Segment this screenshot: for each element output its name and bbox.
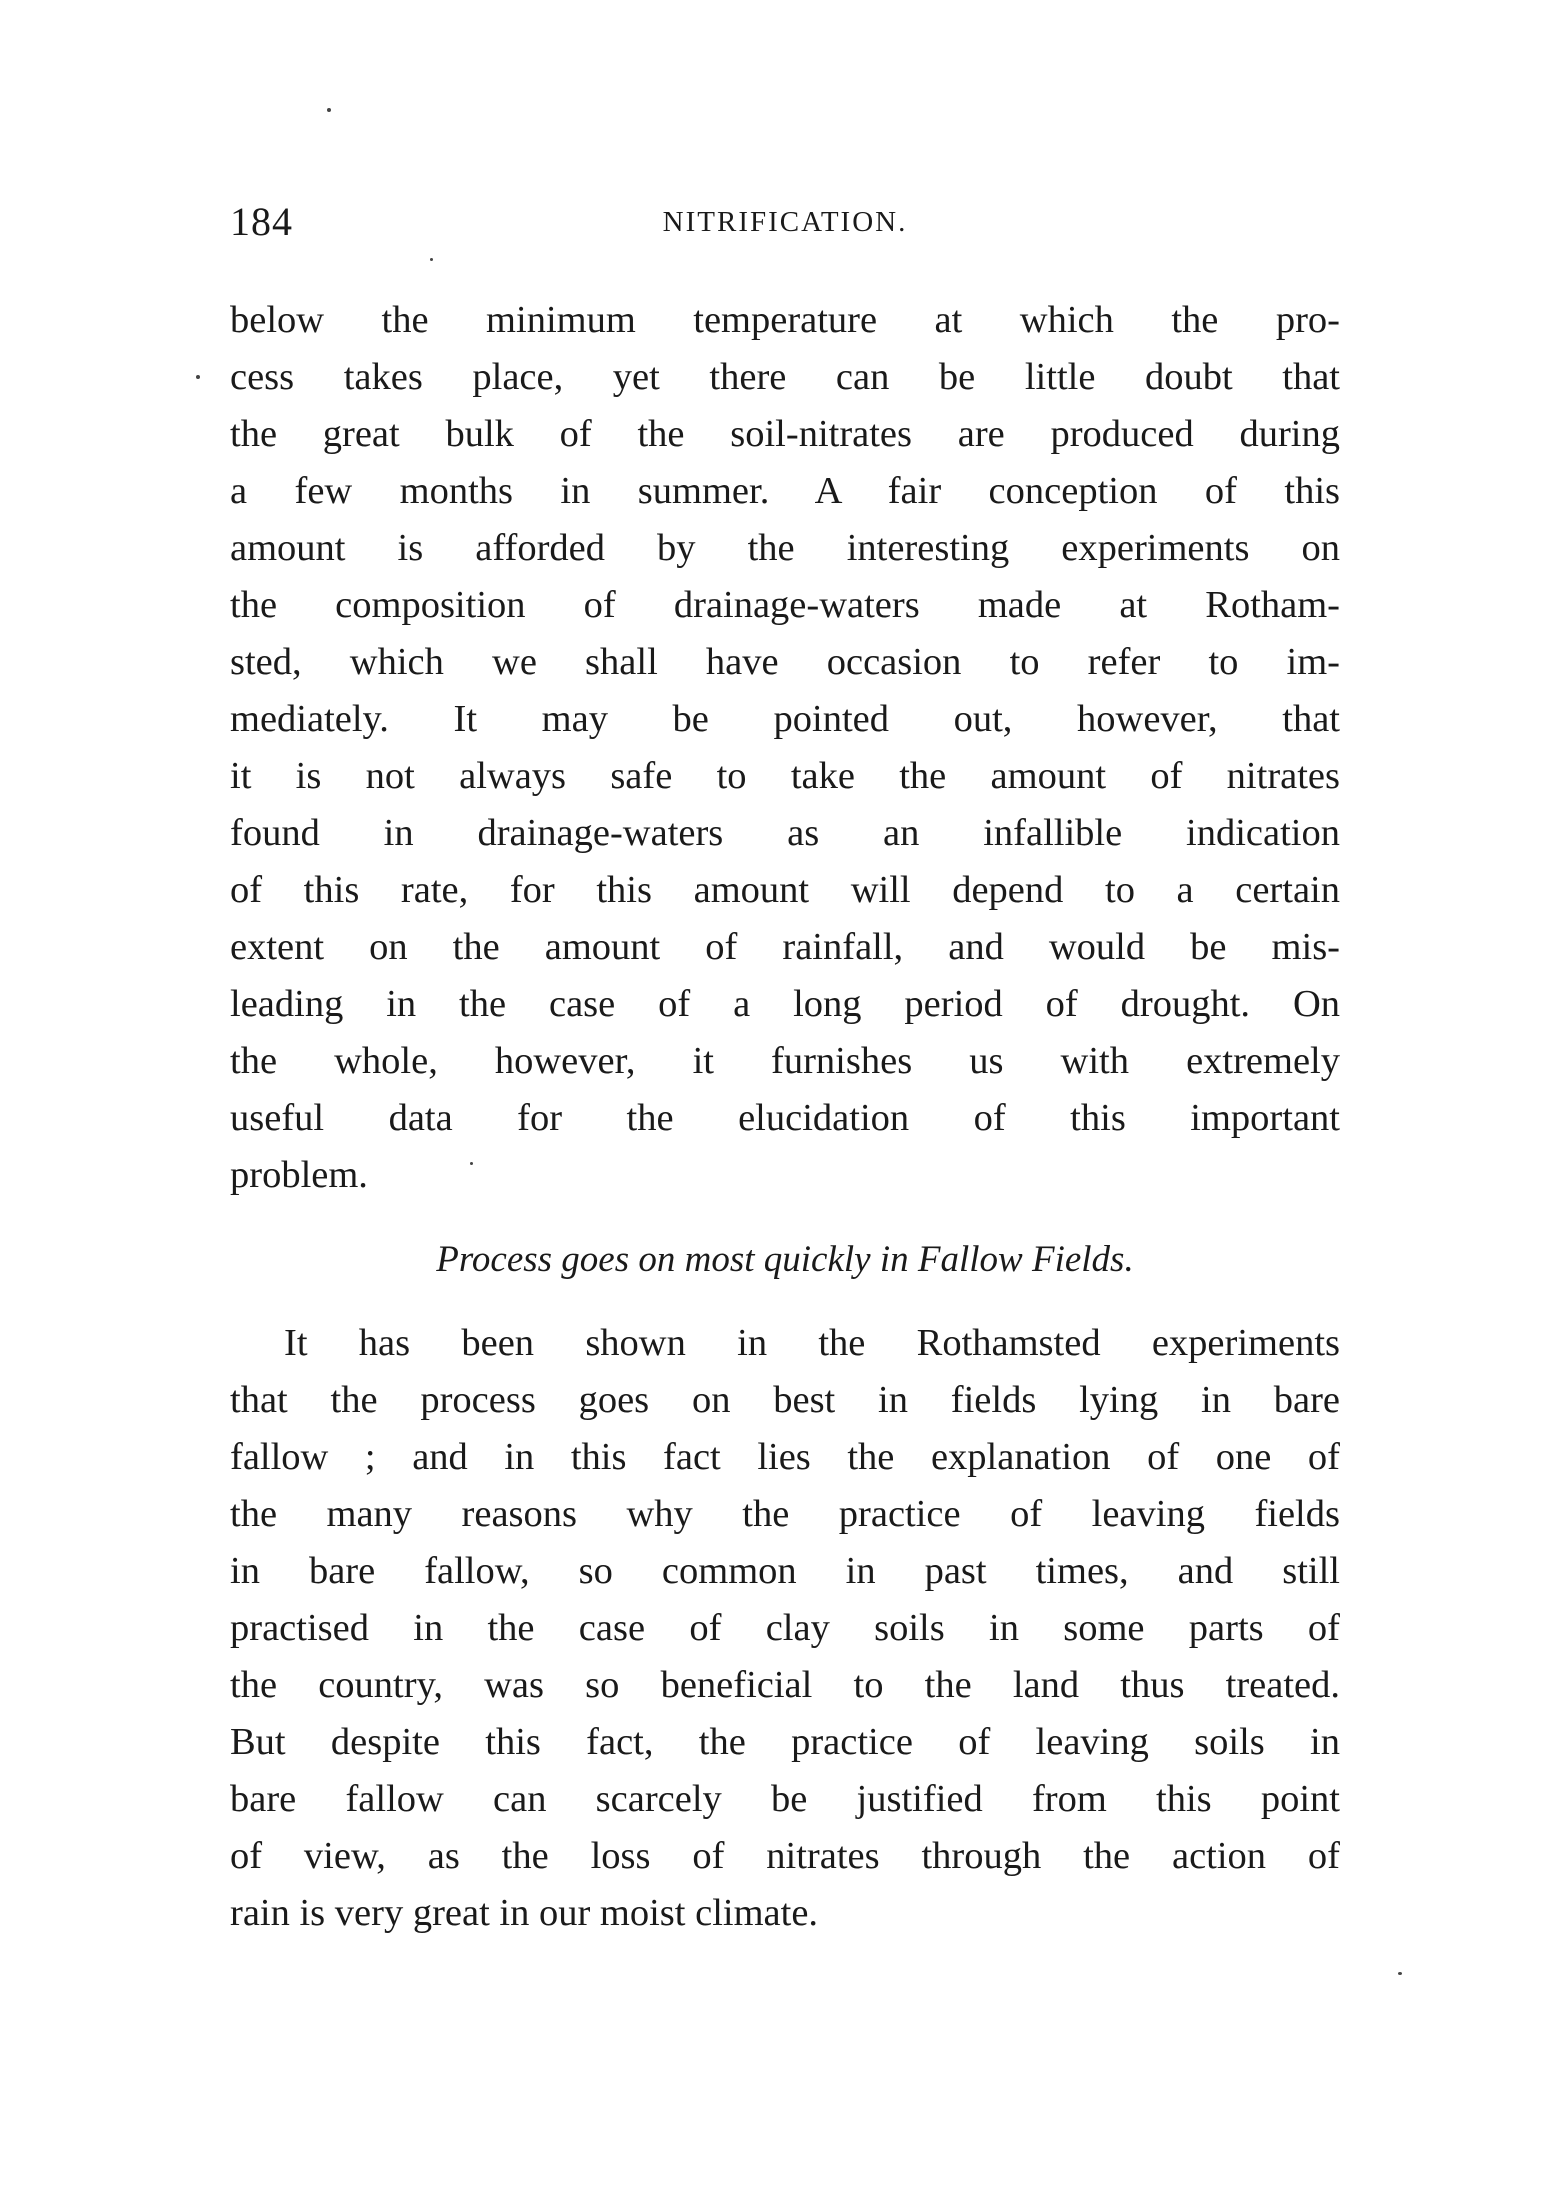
text-line: mediately. It may be pointed out, however, that xyxy=(230,698,1340,740)
text-line: fallow ; and in this fact lies the explanation of one of xyxy=(230,1436,1340,1478)
scan-speck xyxy=(470,1162,473,1165)
text-line: that the process goes on best in fields lying in bare xyxy=(230,1379,1340,1421)
text-line: leading in the case of a long period of drought. On xyxy=(230,983,1340,1025)
text-line: of this rate, for this amount will depend to a certain xyxy=(230,869,1340,911)
text-line: cess takes place, yet there can be little doubt that xyxy=(230,356,1340,398)
text-line: the composition of drainage-waters made at Rotham- xyxy=(230,584,1340,626)
scan-speck xyxy=(327,108,331,112)
text-line: the whole, however, it furnishes us with extremely xyxy=(230,1040,1340,1082)
text-line: rain is very great in our moist climate. xyxy=(230,1892,819,1934)
running-head: NITRIFICATION. xyxy=(662,206,908,238)
text-line: amount is afforded by the interesting experiments on xyxy=(230,527,1340,569)
text-line: But despite this fact, the practice of leaving soils in xyxy=(230,1721,1340,1763)
paragraph-fallow-fields xyxy=(230,1315,1340,1942)
text-line: extent on the amount of rainfall, and would be mis- xyxy=(230,926,1340,968)
text-line: the country, was so beneficial to the land thus treated. xyxy=(230,1664,1340,1706)
text-line: it is not always safe to take the amount of nitrates xyxy=(230,755,1340,797)
text-line: the great bulk of the soil-nitrates are produced during xyxy=(230,413,1340,455)
text-line: found in drainage-waters as an infallible indication xyxy=(230,812,1340,854)
page-number: 184 xyxy=(230,199,293,244)
text-line: bare fallow can scarcely be justified from this point xyxy=(230,1778,1340,1820)
text-line: sted, which we shall have occasion to refer to im- xyxy=(230,641,1340,683)
scan-speck xyxy=(430,258,433,261)
text-line: in bare fallow, so common in past times, and still xyxy=(230,1550,1340,1592)
paragraph-continued xyxy=(230,292,1340,1204)
scan-speck xyxy=(1398,1972,1402,1975)
text-line: a few months in summer. A fair conception of this xyxy=(230,470,1340,512)
section-heading: Process goes on most quickly in Fallow Fields. xyxy=(436,1239,1134,1280)
text-line: useful data for the elucidation of this important xyxy=(230,1097,1340,1139)
text-line: the many reasons why the practice of leaving fields xyxy=(230,1493,1340,1535)
text-line: It has been shown in the Rothamsted experiments xyxy=(284,1322,1340,1364)
text-line: below the minimum temperature at which the pro- xyxy=(230,299,1340,341)
text-line: practised in the case of clay soils in some parts of xyxy=(230,1607,1340,1649)
scan-speck xyxy=(196,375,200,379)
text-line: problem. xyxy=(230,1154,368,1196)
text-line: of view, as the loss of nitrates through the action of xyxy=(230,1835,1340,1877)
page-header xyxy=(230,198,1340,258)
